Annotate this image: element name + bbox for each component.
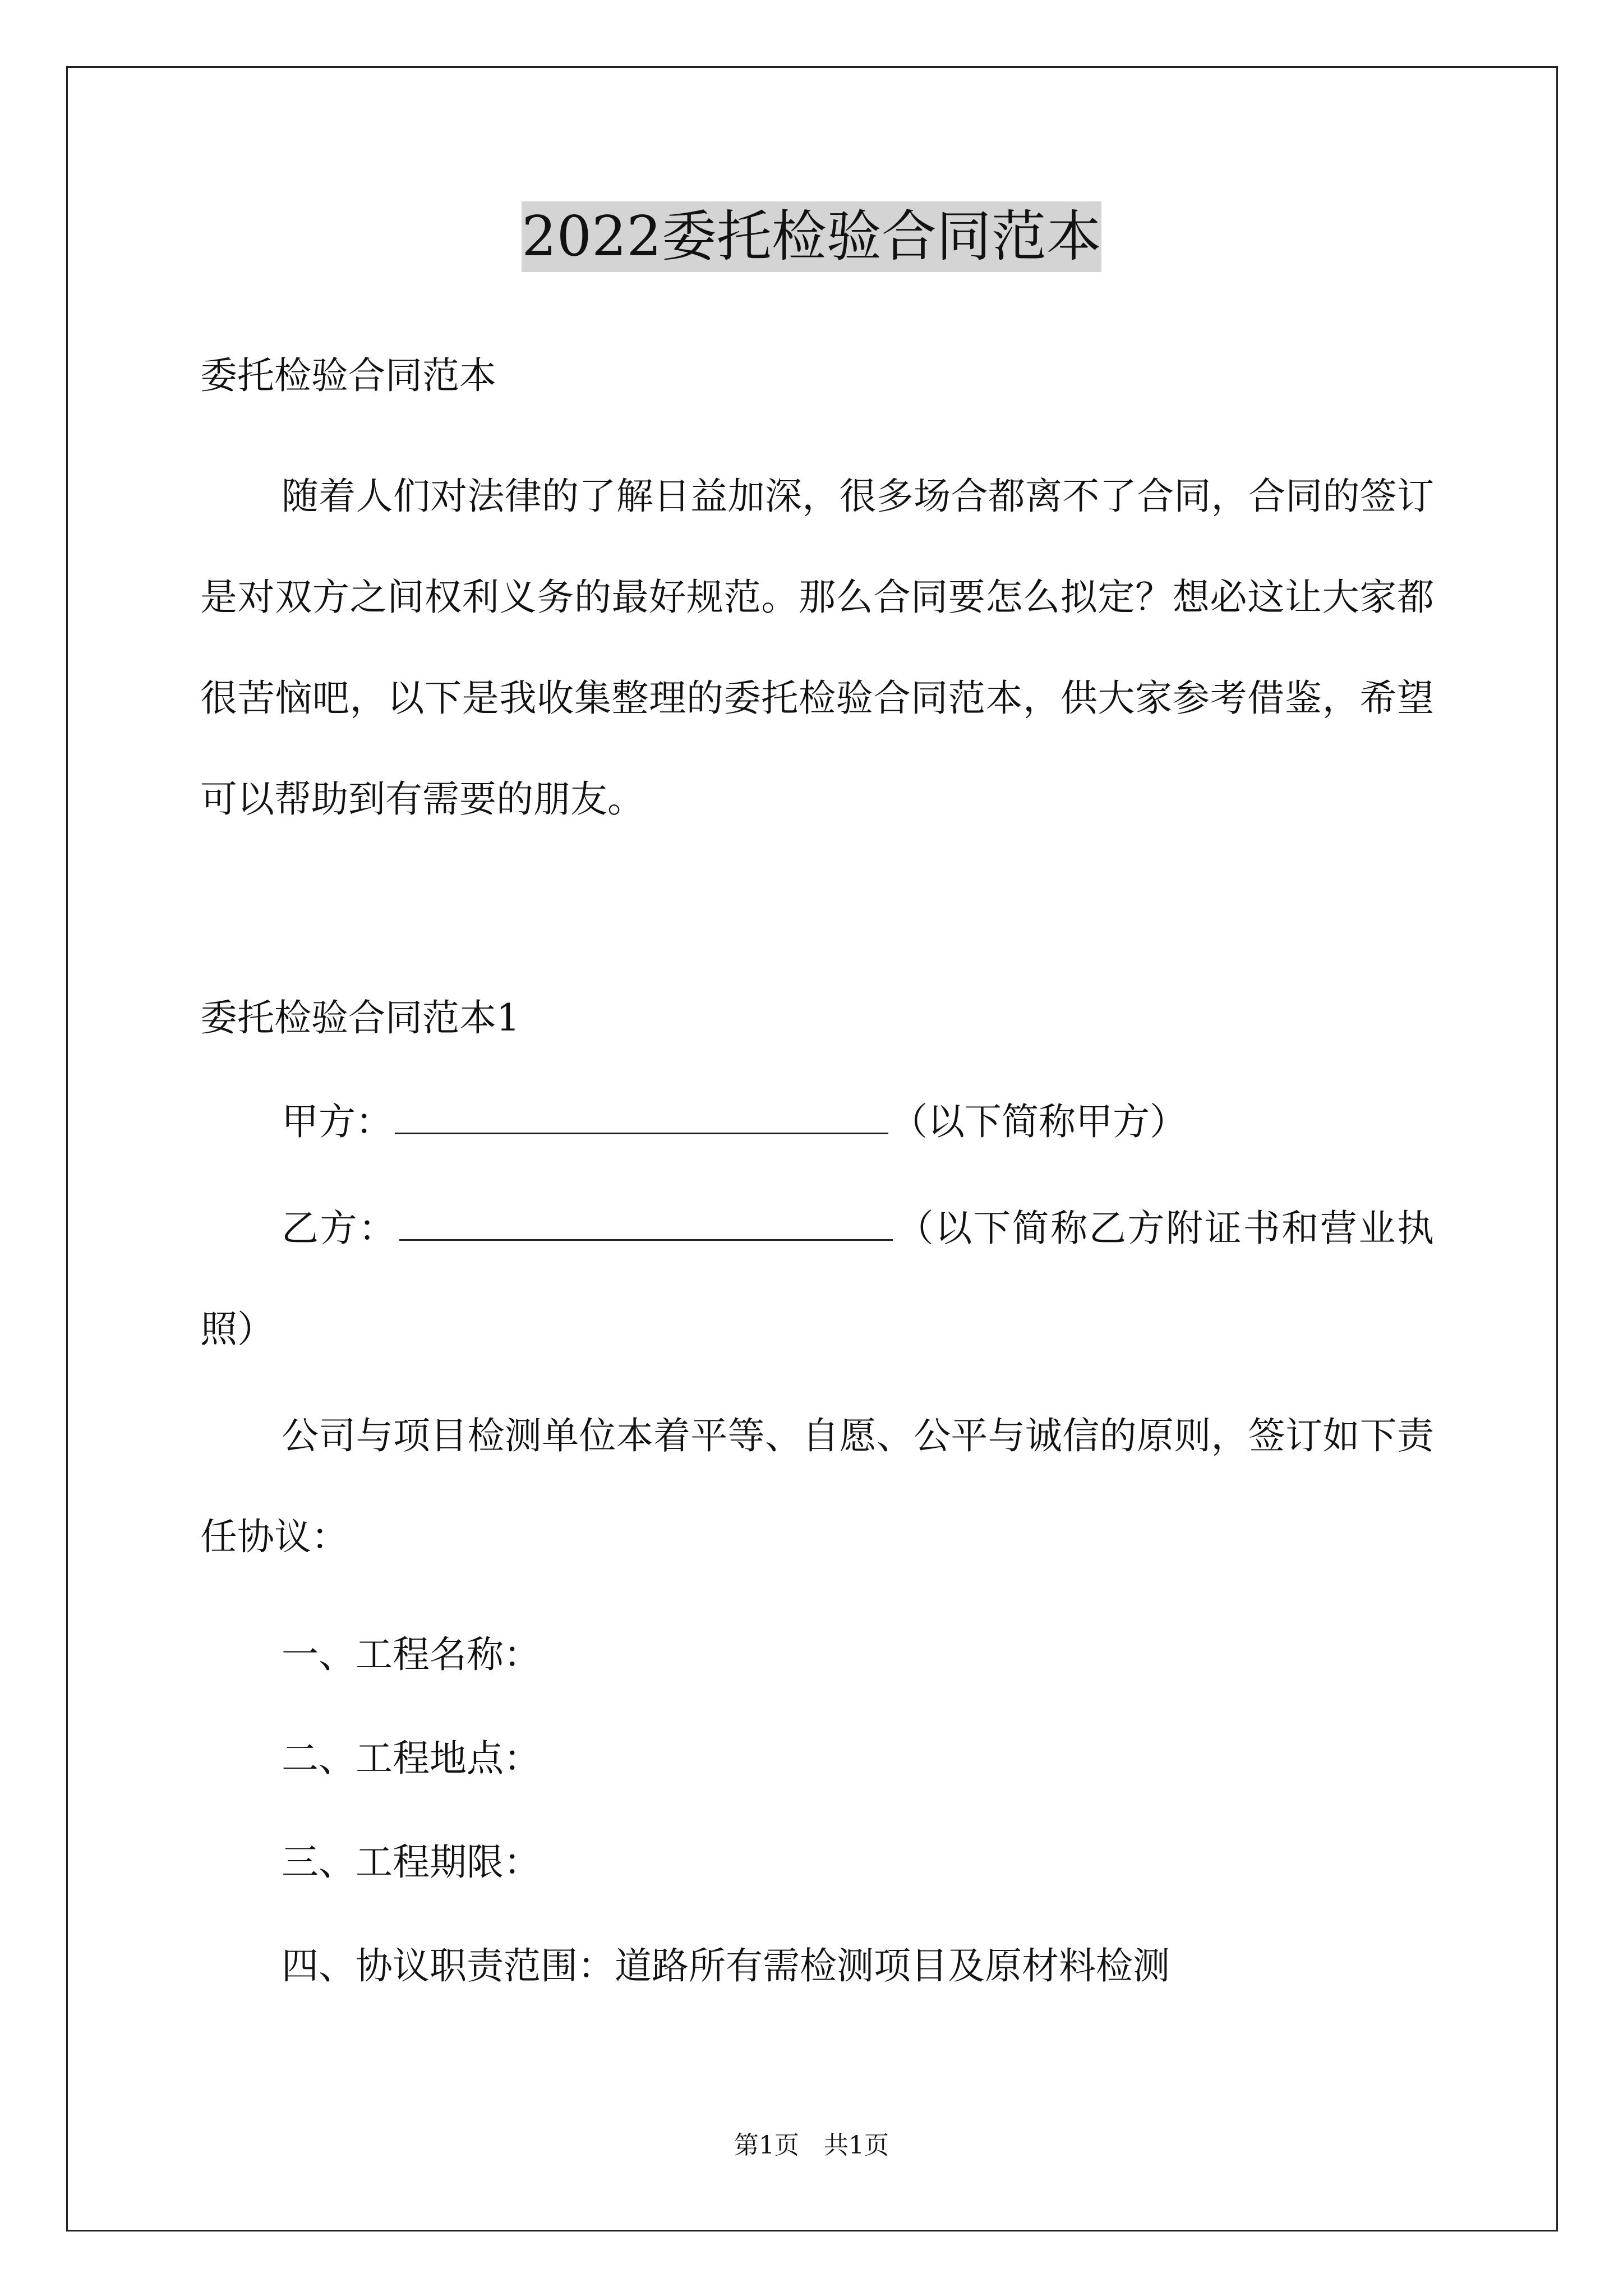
document-title-text: 2022委托检验合同范本 — [522, 201, 1101, 272]
section-heading: 委托检验合同范本1 — [200, 996, 520, 1039]
party-a-label: 甲方： — [282, 1100, 393, 1143]
document-title — [0, 197, 1623, 276]
item-4: 四、协议职责范围：道路所有需检测项目及原材料检测 — [282, 1944, 1170, 1987]
page-footer: 第1页 共1页 — [734, 2131, 889, 2160]
party-a-blank — [395, 1099, 888, 1134]
party-b-label: 乙方： — [282, 1207, 397, 1250]
intro-paragraph: 随着人们对法律的了解日益加深，很多场合都离不了合同，合同的签订是对双方之间权利义务的最好规范。那么合同要怎么拟定？想必这让大家都很苦恼吧，以下是我收集整理的委托检验合同范本，供大家参考借鉴，希望可以帮助到有需要的朋友。 — [200, 475, 1434, 821]
item-3: 三、工程期限： — [282, 1841, 541, 1884]
party-b-suffix: （以下简称乙方附证书和营业执照） — [200, 1207, 1435, 1351]
party-b-blank — [399, 1205, 893, 1241]
party-b-line — [200, 1178, 1434, 1380]
item-2: 二、工程地点： — [282, 1737, 541, 1780]
item-1: 一、工程名称： — [282, 1633, 541, 1676]
agreement-paragraph: 公司与项目检测单位本着平等、自愿、公平与诚信的原则，签订如下责任协议： — [200, 1414, 1434, 1558]
party-a-line — [200, 1097, 1434, 1147]
document-subtitle: 委托检验合同范本 — [200, 354, 496, 397]
party-a-suffix: （以下简称甲方） — [891, 1100, 1187, 1143]
